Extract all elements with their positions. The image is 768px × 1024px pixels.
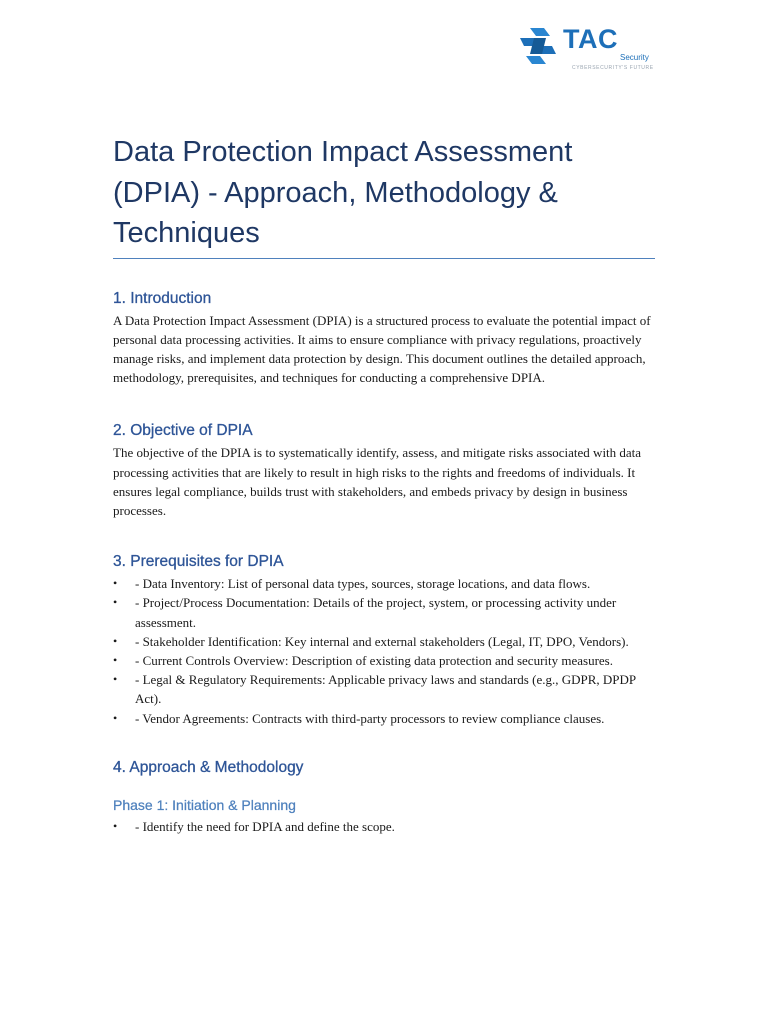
list-item-text: - Stakeholder Identification: Key internal and external stakeholders (Legal, IT, DPO, Vendors). [135, 633, 629, 649]
tac-logo-icon [516, 26, 560, 66]
section-heading-objective: 2. Objective of DPIA [113, 422, 253, 440]
bullet-icon: • [113, 672, 118, 687]
bullet-icon: • [113, 652, 118, 667]
section-body-introduction: A Data Protection Impact Assessment (DPIA) is a structured process to evaluate the potential impact of personal data processing activities. It aims to ensure compliance with privacy regulations, proactively manage risks, and implement data protection by design. This document outlines the detailed approach, methodology, prerequisites, and techniques for conducting a comprehensive DPIA. [113, 312, 651, 386]
document-body [113, 132, 655, 836]
phase1-list [113, 817, 655, 836]
list-item [113, 574, 655, 593]
tac-security-logo [516, 24, 654, 74]
section-prerequisites [113, 552, 655, 728]
list-item [113, 651, 655, 670]
list-item-text: - Data Inventory: List of personal data types, sources, storage locations, and data flows. [135, 576, 591, 592]
list-item-text: - Project/Process Documentation: Details of the project, system, or processing activity under assessment. [135, 595, 617, 630]
list-item [113, 670, 655, 708]
list-item-text: - Identify the need for DPIA and define the scope. [135, 818, 395, 834]
section-introduction [113, 289, 655, 388]
section-approach [113, 758, 655, 836]
section-heading-introduction: 1. Introduction [113, 289, 212, 307]
bullet-icon: • [113, 818, 118, 833]
bullet-icon: • [113, 710, 118, 725]
logo-brand-text: TAC [563, 24, 618, 54]
section-heading-approach: 4. Approach & Methodology [113, 758, 304, 776]
logo-sub-text: Security [620, 53, 649, 62]
bullet-icon: • [113, 595, 118, 610]
list-item-text: - Current Controls Overview: Description of existing data protection and security measures. [135, 652, 613, 668]
section-heading-prerequisites: 3. Prerequisites for DPIA [113, 553, 284, 571]
bullet-icon: • [113, 633, 118, 648]
phase-heading-initiation: Phase 1: Initiation & Planning [113, 796, 296, 813]
list-item [113, 709, 655, 728]
document-title: Data Protection Impact Assessment (DPIA) - Approach, Methodology & Techniques [113, 132, 655, 259]
logo-tagline: CYBERSECURITY'S FUTURE [572, 65, 654, 71]
list-item-text: - Legal & Regulatory Requirements: Applicable privacy laws and standards (e.g., GDPR, DPDP Act). [135, 672, 636, 707]
list-item [113, 817, 655, 836]
list-item [113, 593, 655, 631]
list-item [113, 632, 655, 651]
section-body-objective: The objective of the DPIA is to systematically identify, assess, and mitigate risks associated with data processing activities that are likely to result in high risks to the rights and freedoms of individuals. It ensures legal compliance, builds trust with stakeholders, and embeds privacy by design in business processes. [113, 445, 642, 518]
list-item-text: - Vendor Agreements: Contracts with third-party processors to review compliance clauses. [135, 710, 605, 726]
section-objective [113, 421, 655, 520]
prerequisites-list [113, 574, 655, 728]
bullet-icon: • [113, 576, 118, 591]
